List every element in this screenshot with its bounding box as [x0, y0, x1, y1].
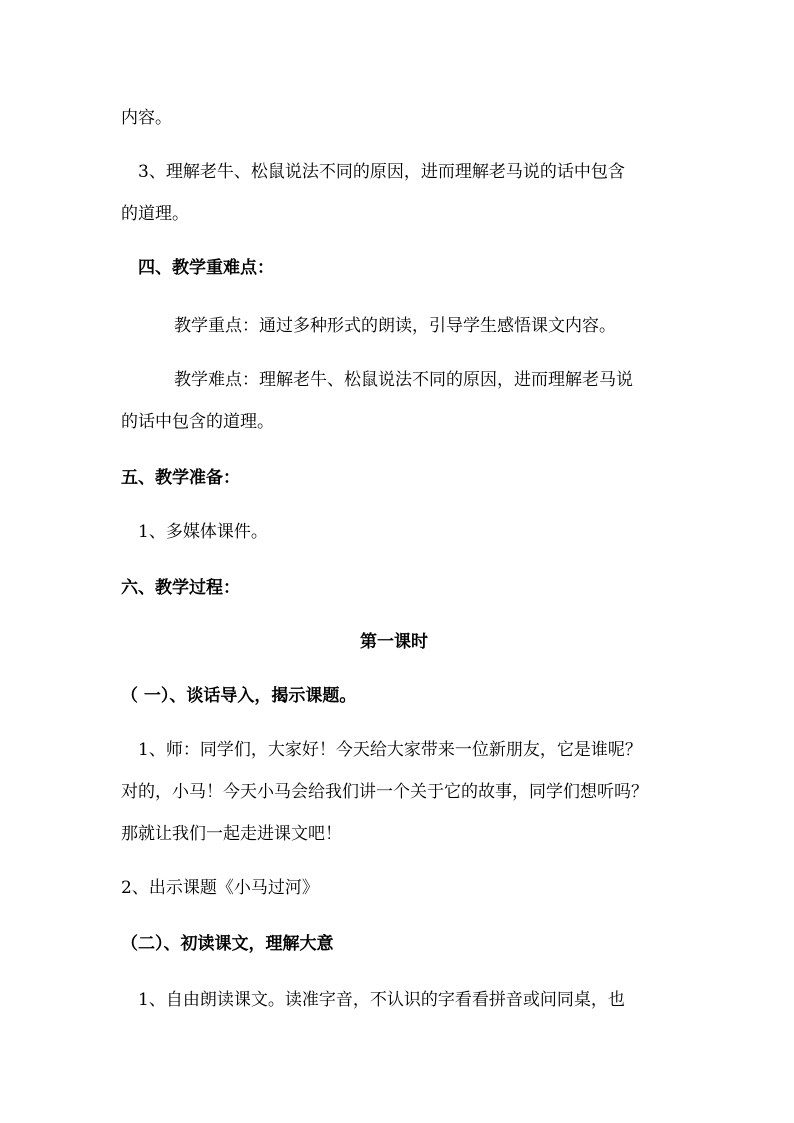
lesson-title: 第一课时 [360, 632, 428, 652]
preparation-item-1: 1、多媒体课件。 [138, 522, 268, 542]
objective-item-3: 3、理解老牛、松鼠说法不同的原因，进而理解老马说的话中包含 [138, 162, 625, 182]
step-2-text: 2、出示课题《小马过河》 [121, 878, 319, 898]
difficulty-text: 教学难点：理解老牛、松鼠说法不同的原因，进而理解老马说 [174, 370, 633, 390]
objective-item-3-continuation: 的道理。 [121, 204, 189, 224]
step-1-text-line-2: 对的，小马！今天小马会给我们讲一个关于它的故事，同学们想听吗？ [121, 782, 648, 802]
difficulty-text-continuation: 的话中包含的道理。 [121, 412, 274, 432]
step-1-text-line-3: 那就让我们一起走进课文吧！ [121, 824, 342, 844]
section-heading-key-points: 四、教学重难点： [138, 258, 274, 278]
reading-step-1-text: 1、自由朗读课文。读准字音，不认识的字看看拼音或问同桌，也 [138, 990, 625, 1010]
subsection-heading-1: （ 一）、谈话导入，揭示课题。 [121, 686, 357, 706]
section-heading-process: 六、教学过程： [121, 578, 240, 598]
subsection-heading-2: （二）、初读课文，理解大意 [121, 934, 334, 954]
key-point-text: 教学重点：通过多种形式的朗读，引导学生感悟课文内容。 [174, 316, 616, 336]
text-line-continuation: 内容。 [121, 108, 172, 128]
section-heading-preparation: 五、教学准备： [121, 468, 240, 488]
step-1-text: 1、师：同学们，大家好！今天给大家带来一位新朋友，它是谁呢？ [138, 740, 642, 760]
